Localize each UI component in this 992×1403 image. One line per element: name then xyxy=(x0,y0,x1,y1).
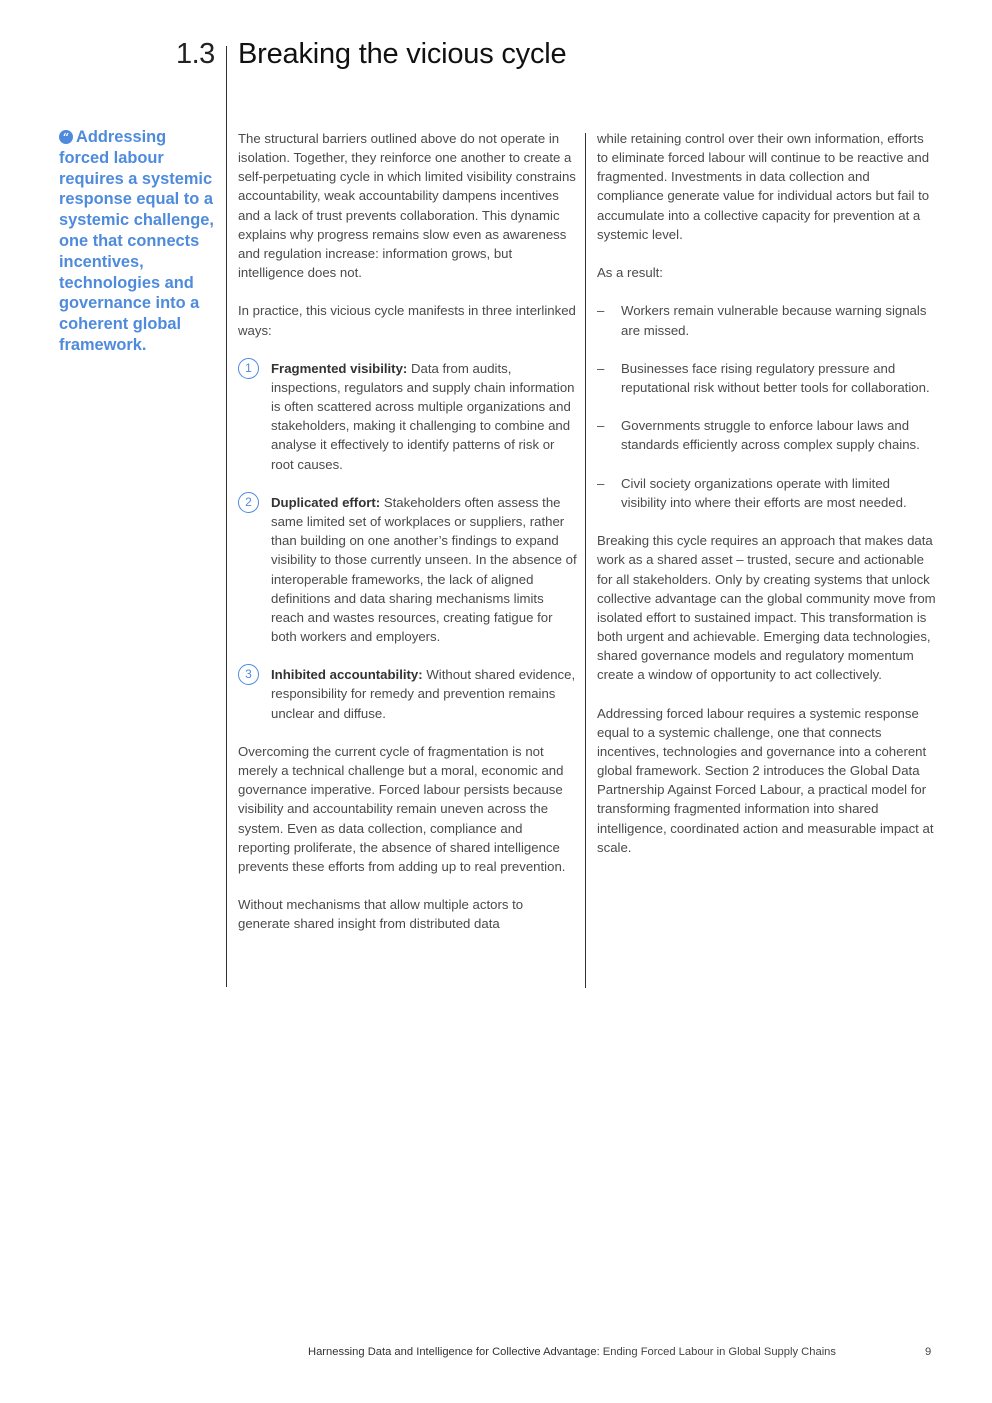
bullet-text: Businesses face rising regulatory pressure and reputational risk without better tools for collaboration. xyxy=(621,360,930,395)
paragraph: while retaining control over their own information, efforts to eliminate forced labour will continue to be reactive and fragmented. Investments in data collection and compliance generate value for individual actors but fail to accumulate into a collective capacity for prevention at a systemic level. xyxy=(597,131,930,242)
bullet-item xyxy=(597,416,937,454)
paragraph: Overcoming the current cycle of fragmentation is not merely a technical challenge but a moral, economic and governance imperative. Forced labour persists because visibility and accountability remain uneven across the system. Even as data collection, compliance and reporting proliferate, the absence of shared intelligence prevents these efforts from adding up to real prevention. xyxy=(238,743,566,874)
paragraph: The structural barriers outlined above do not operate in isolation. Together, they reinforce one another to create a self-perpetuating cycle in which limited visibility constrains accountability, weak accountability dampens incentives and a lack of trust prevents collaboration. This dynamic explains why progress remains slow even as awareness and regulation increase: information grows, but intelligence does not. xyxy=(238,131,576,281)
page-number: 9 xyxy=(925,1346,932,1358)
quote-icon: “ xyxy=(59,130,73,144)
item-title: Inhibited accountability: xyxy=(271,667,423,683)
item-text: Stakeholders often assess the same limited set of workplaces or suppliers, rather than building on one another’s findings to expand visibility to those currently unseen. In the absence of interoperable frameworks, the lack of aligned definitions and data sharing mechanisms limits reach and wastes resources, creating fatigue for both workers and employers. xyxy=(271,494,577,645)
bullet-text: Workers remain vulnerable because warning signals are missed. xyxy=(621,303,927,338)
paragraph: Breaking this cycle requires an approach that makes data work as a shared asset – trusted, secure and actionable for all stakeholders. Only by creating systems that unlock collective advantage can the global community move from isolated effort to sustained impact. This transformation is both urgent and achievable. Emerging data technologies, shared governance models and regulatory momentum create a window of opportunity to act collectively. xyxy=(597,533,936,683)
dash-bullet: – xyxy=(597,418,605,434)
bullet-text: Civil society organizations operate with limited visibility into where their efforts are most needed. xyxy=(621,475,907,510)
number-badge: 2 xyxy=(238,492,259,513)
number-badge: 3 xyxy=(238,664,259,685)
paragraph: Without mechanisms that allow multiple actors to generate shared insight from distributed data xyxy=(238,897,524,932)
numbered-item xyxy=(238,665,578,722)
item-title: Fragmented visibility: xyxy=(271,360,408,376)
numbered-item xyxy=(238,493,578,646)
pull-quote-text: Addressing forced labour requires a systemic response equal to a systemic challenge, one that connects incentives, technologies and governance into a coherent global framework. xyxy=(59,128,214,354)
bullet-item xyxy=(597,474,937,512)
dash-bullet: – xyxy=(597,303,605,319)
bullet-item xyxy=(597,301,937,339)
section-number: 1.3 xyxy=(176,38,215,70)
dash-bullet: – xyxy=(597,360,605,376)
item-text: Data from audits, inspections, regulators and supply chain information is often scattered across multiple organizations and stakeholders, making it challenging to combine and analyse it effectively to identify patterns of risk or root causes. xyxy=(271,360,575,472)
dash-bullet: – xyxy=(597,475,605,491)
page-title: Breaking the vicious cycle xyxy=(238,38,567,70)
item-title: Duplicated effort: xyxy=(271,494,381,510)
pull-quote xyxy=(59,127,219,356)
column-divider xyxy=(585,133,586,988)
footer-title-main: Harnessing Data and Intelligence for Collective Advantage: xyxy=(308,1346,600,1358)
bullet-item xyxy=(597,359,937,397)
left-column xyxy=(238,129,578,953)
number-badge: 1 xyxy=(238,358,259,379)
footer-title-sub: Ending Forced Labour in Global Supply Chains xyxy=(599,1346,836,1358)
item-text: Without shared evidence, responsibility for remedy and prevention remains unclear and diffuse. xyxy=(271,667,576,721)
footer-title xyxy=(308,1346,836,1358)
section-divider xyxy=(226,46,227,987)
right-column xyxy=(597,129,937,876)
bullet-text: Governments struggle to enforce labour laws and standards efficiently across complex supply chains. xyxy=(621,418,920,453)
paragraph: In practice, this vicious cycle manifests in three interlinked ways: xyxy=(238,303,576,338)
paragraph: Addressing forced labour requires a systemic response equal to a systemic challenge, one that connects incentives, technologies and governance into a coherent global framework. Section 2 introduces the Global Data Partnership Against Forced Labour, a practical model for transforming fragmented information into shared intelligence, coordinated action and measurable impact at scale. xyxy=(597,705,934,855)
numbered-item xyxy=(238,359,578,474)
paragraph: As a result: xyxy=(597,265,663,281)
